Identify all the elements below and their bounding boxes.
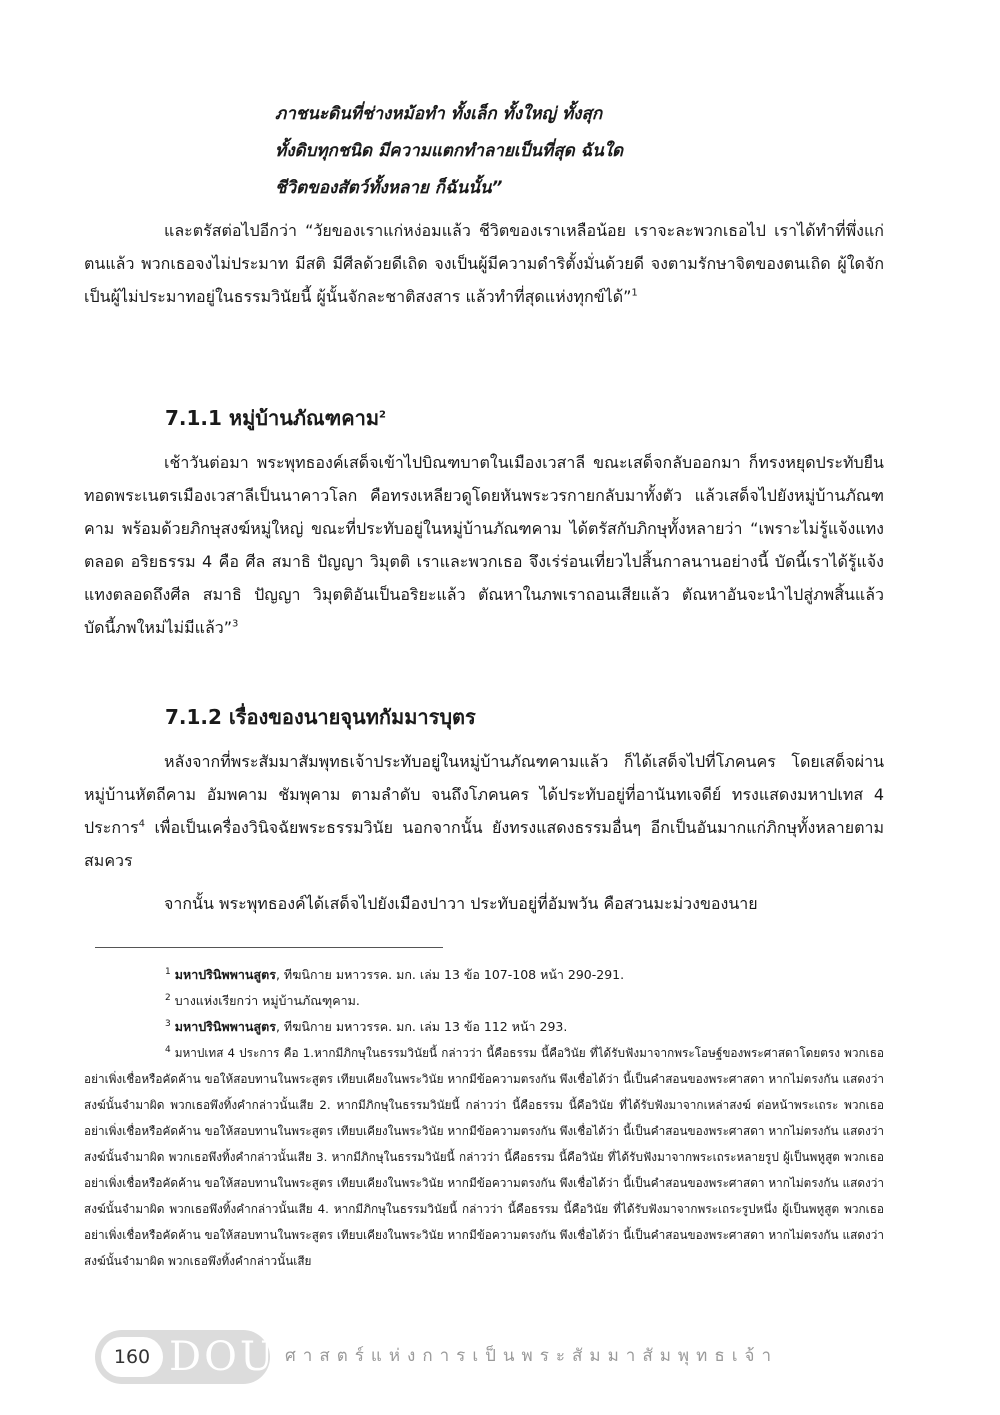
verse-line: ชีวิตของสัตว์ทั้งหลาย ก็ฉันนั้น”	[275, 178, 503, 198]
paragraph-text: หลังจากที่พระสัมมาสัมพุทธเจ้าประทับอยู่ในหมู่บ้านภัณฑคามแล้ว ก็ได้เสด็จไปที่โภคนคร โดยเสด็จผ่านหมู่บ้านหัตถีคาม อัมพคาม ชัมพุคาม ตามลำดับ จนถึงโภคนคร ได้ประทับอยู่ที่อานันทเจดีย์ ทรงแสดงมหาปเทส 4 ประการ	[84, 752, 884, 837]
paragraph-text: เช้าวันต่อมา พระพุทธองค์เสด็จเข้าไปบิณฑบาตในเมืองเวสาลี ขณะเสด็จกลับออกมา ก็ทรงหยุดประทับยืนทอดพระเนตรเมืองเวสาลีเป็นนาคาวโลก คือทรงเหลียวดูโดยหันพระวรกายกลับมาทั้งตัว แล้วเสด็จไปยังหมู่บ้านภัณฑคาม พร้อมด้วยภิกษุสงฆ์หมู่ใหญ่ ขณะที่ประทับอยู่ในหมู่บ้านภัณฑคาม ได้ตรัสกับภิกษุทั้งหลายว่า “เพราะไม่รู้แจ้งแทงตลอด อริยธรรม 4 คือ ศีล สมาธิ ปัญญา วิมุตติ เราและพวกเธอ จึงเร่ร่อนเที่ยวไปสิ้นกาลนานอย่างนี้ บัดนี้เราได้รู้แจ้งแทงตลอดถึงศีล สมาธิ ปัญญา วิมุตติอันเป็นอริยะแล้ว ตัณหาในภพเราถอนเสียแล้ว ตัณหาอันจะนำไปสู่ภพสิ้นแล้ว บัดนี้ภพใหม่ไม่มีแล้ว”	[84, 453, 884, 637]
footnote-text: มหาปเทส 4 ประการ คือ 1.หากมีภิกษุในธรรมวินัยนี้ กล่าวว่า นี้คือธรรม นี้คือวินัย ที่ได้รับฟังมาจากพระโอษฐ์ของพระศาสดาโดยตรง พวกเธออย่าเพิ่งเชื่อหรือคัดค้าน ขอให้สอบทานในพระสูตร เทียบเคียงในพระวินัย หากมีข้อความตรงกัน พึงเชื่อได้ว่า นี้เป็นคำสอนของพระศาสดา หากไม่ตรงกัน แสดงว่าสงฆ์นั้นจำมาผิด พวกเธอพึงทิ้งคำกล่าวนั้นเสีย 2. หากมีภิกษุในธรรมวินัยนี้ กล่าวว่า นี้คือธรรม นี้คือวินัย ที่ได้รับฟังมาจากเหล่าสงฆ์ ต่อหน้าพระเถระ พวกเธออย่าเพิ่งเชื่อหรือคัดค้าน ขอให้สอบทานในพระสูตร เทียบเคียงในพระวินัย หากมีข้อความตรงกัน พึงเชื่อได้ว่า นี้เป็นคำสอนของพระศาสดา หากไม่ตรงกัน แสดงว่าสงฆ์นั้นจำมาผิด พวกเธอพึงทิ้งคำกล่าวนั้นเสีย 3. หากมีภิกษุในธรรมวินัยนี้ กล่าวว่า นี้คือธรรม นี้คือวินัย ที่ได้รับฟังมาจากพระเถระหลายรูป ผู้เป็นพหูสูต พวกเธออย่าเพิ่งเชื่อหรือคัดค้าน ขอให้สอบทานในพระสูตร เทียบเคียงในพระวินัย หากมีข้อความตรงกัน พึงเชื่อได้ว่า นี้เป็นคำสอนของพระศาสดา หากไม่ตรงกัน แสดงว่าสงฆ์นั้นจำมาผิด พวกเธอพึงทิ้งคำกล่าวนั้นเสีย 4. หากมีภิกษุในธรรมวินัยนี้ กล่าวว่า นี้คือธรรม นี้คือวินัย ที่ได้รับฟังมาจากพระเถระรูปหนึ่ง ผู้เป็นพหูสูต พวกเธออย่าเพิ่งเชื่อหรือคัดค้าน ขอให้สอบทานในพระสูตร เทียบเคียงในพระวินัย หากมีข้อความตรงกัน พึงเชื่อได้ว่า นี้เป็นคำสอนของพระศาสดา หากไม่ตรงกัน แสดงว่าสงฆ์นั้นจำมาผิด พวกเธอพึงทิ้งคำกล่าวนั้นเสีย	[84, 1046, 884, 1268]
book-title: ศาสตร์แห่งการเป็นพระสัมมาสัมพุทธเจ้า	[285, 1346, 779, 1366]
verse-line: ทั้งดิบทุกชนิด มีความแตกทำลายเป็นที่สุด ฉันใด	[275, 141, 624, 161]
intro-text: และตรัสต่อไปอีกว่า “วัยของเราแก่หง่อมแล้ว ชีวิตของเราเหลือน้อย เราจะละพวกเธอไป เราได้ทำที่พึ่งแก่ตนแล้ว พวกเธอจงไม่ประมาท มีสติ มีศีลด้วยดีเถิด จงเป็นผู้มีความดำริตั้งมั่นด้วยดี จงตามรักษาจิตของตนเถิด ผู้ใดจักเป็นผู้ไม่ประมาทอยู่ในธรรมวินัยนี้ ผู้นั้นจักละชาติสงสาร แล้วทำที่สุดแห่งทุกข์ได้”	[84, 221, 884, 306]
section-heading-711	[165, 402, 386, 434]
verse-block	[275, 96, 695, 207]
footnote-text: บางแห่งเรียกว่า หมู่บ้านภัณฑุคาม.	[174, 993, 360, 1008]
footnote-number: 4	[165, 1045, 171, 1056]
paragraph-text: จากนั้น พระพุทธองค์ได้เสด็จไปยังเมืองปาวา ประทับอยู่ที่อัมพวัน คือสวนมะม่วงของนาย	[164, 894, 758, 913]
footnote-number: 3	[165, 1018, 171, 1029]
footnote-source-title: มหาปรินิพพานสูตร	[174, 967, 276, 982]
paragraph-text-cont: เพื่อเป็นเครื่องวินิจฉัยพระธรรมวินัย นอกจากนั้น ยังทรงแสดงธรรมอื่นๆ อีกเป็นอันมากแก่ภิกษุทั้งหลายตามสมควร	[84, 818, 884, 870]
intro-paragraph	[84, 214, 884, 313]
footnote-number: 2	[165, 992, 171, 1003]
section-712-paragraph-1	[84, 745, 884, 877]
section-712-paragraph-2	[84, 887, 884, 920]
footnote-text: , ทีฆนิกาย มหาวรรค. มก. เล่ม 13 ข้อ 112 หน้า 293.	[275, 1019, 568, 1034]
dou-logo: DOU	[169, 1334, 277, 1380]
footnote-ref-2[interactable]: 2	[379, 409, 386, 421]
page-number: 160	[101, 1337, 163, 1377]
page-footer	[95, 1330, 885, 1384]
footnote-divider	[95, 947, 443, 948]
footnote-1	[165, 962, 885, 988]
heading-text: 7.1.1 หมู่บ้านภัณฑคาม	[165, 406, 380, 430]
footnote-number: 1	[165, 966, 171, 977]
footnote-3	[165, 1014, 885, 1040]
verse-line: ภาชนะดินที่ช่างหม้อทำ ทั้งเล็ก ทั้งใหญ่ ทั้งสุก	[275, 104, 603, 124]
heading-text: 7.1.2 เรื่องของนายจุนทกัมมารบุตร	[165, 705, 476, 729]
section-heading-712	[165, 701, 476, 733]
section-711-paragraph	[84, 446, 884, 644]
footnote-4	[84, 1040, 884, 1315]
footnote-source-title: มหาปรินิพพานสูตร	[174, 1019, 276, 1034]
footnote-ref-3[interactable]: 3	[232, 618, 239, 630]
footer-pill	[95, 1330, 277, 1384]
footnote-ref-4[interactable]: 4	[138, 818, 145, 830]
footnote-text: , ทีฆนิกาย มหาวรรค. มก. เล่ม 13 ข้อ 107-108 หน้า 290-291.	[275, 967, 625, 982]
footnote-2	[165, 988, 885, 1014]
footnote-ref-1[interactable]: 1	[631, 287, 638, 299]
